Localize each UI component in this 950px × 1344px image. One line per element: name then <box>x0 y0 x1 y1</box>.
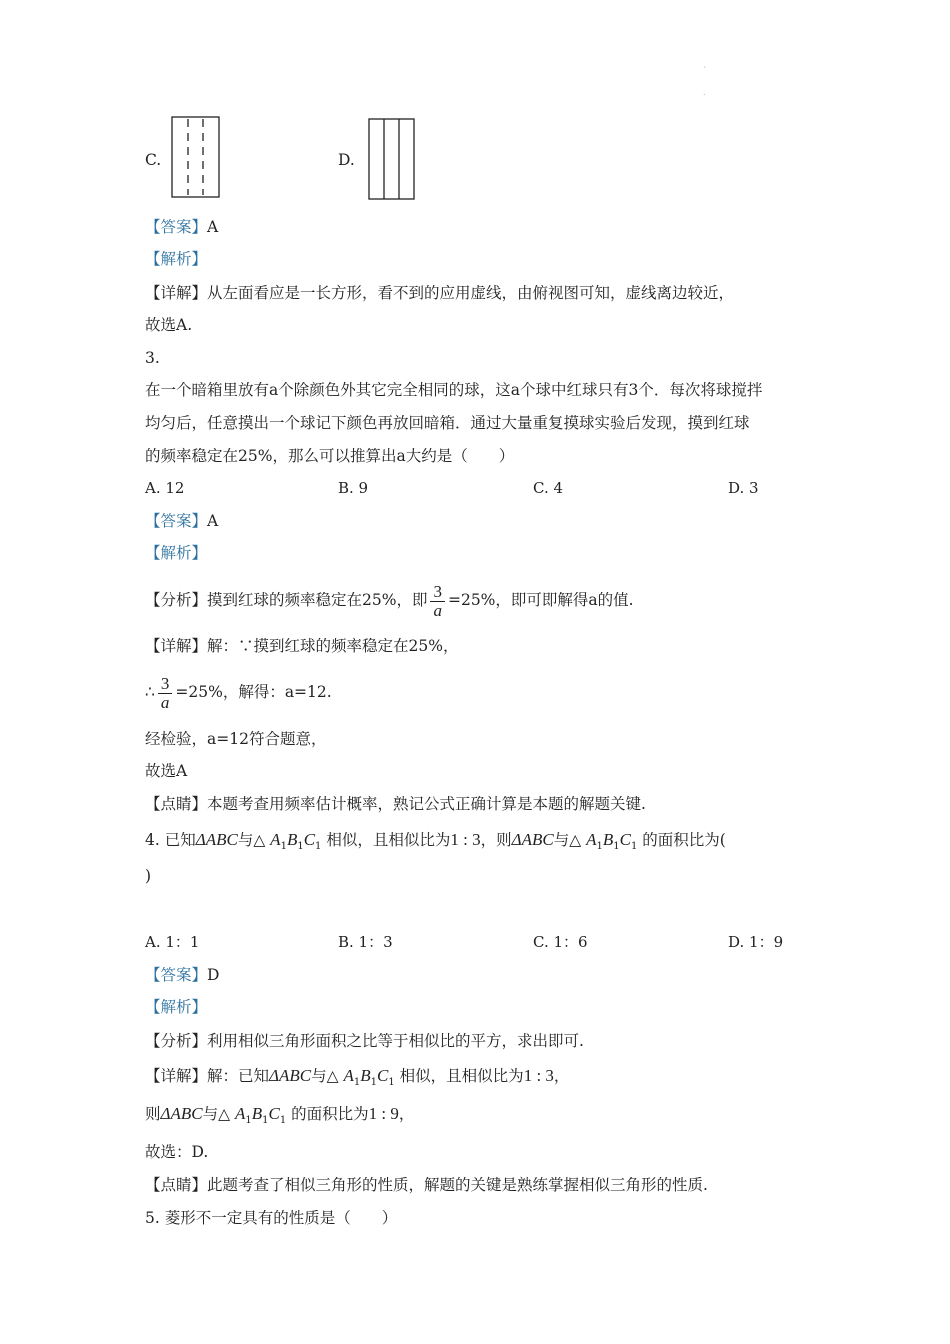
q3-step-fraction: $\frac{3}{a}$ <box>158 675 173 712</box>
q2-answer: 【答案】A <box>145 218 219 236</box>
d-rect <box>369 119 414 199</box>
q3-answer: 【答案】A <box>145 512 219 530</box>
q3-option-c: C. 4 <box>533 479 564 497</box>
q2-option-c-label: C. <box>145 151 162 169</box>
q5-stem: 5. 菱形不一定具有的性质是（ ） <box>145 1209 398 1227</box>
q4-option-a: A. 1：1 <box>145 933 200 951</box>
corner-mark-2: . <box>703 88 706 97</box>
q4-area-ratio: 则ΔABC与△ $A_1B_1C_1$ 的面积比为1 : 9， <box>145 1104 415 1127</box>
q3-option-b: B. 9 <box>338 479 369 497</box>
q4-option-b: B. 1：3 <box>338 933 393 951</box>
q3-step: ∴ $\frac{3}{a}$ =25%，解得：a=12. <box>145 673 332 712</box>
q4-option-c: C. 1：6 <box>533 933 588 951</box>
q4-option-d: D. 1：9 <box>728 933 784 951</box>
q4-fenxi: 【分析】利用相似三角形面积之比等于相似比的平方，求出即可. <box>145 1032 584 1050</box>
q3-number: 3. <box>145 349 160 367</box>
q3-choose: 故选A <box>145 762 188 780</box>
q3-analysis-tag: 【解析】 <box>145 544 208 562</box>
q2-analysis-tag: 【解析】 <box>145 250 208 268</box>
q2-option-d-label: D. <box>338 151 355 169</box>
q3-option-d: D. 3 <box>728 479 759 497</box>
q3-fenxi: 【分析】摸到红球的频率稳定在25%，即 $\frac{3}{a}$ =25%，即可即解得a的值. <box>145 581 634 620</box>
q4-close-paren: ) <box>145 867 152 885</box>
q4-stem: 4. 已知ΔABC与△ $A_1B_1C_1$ 相似，且相似比为1 : 3，则ΔABC与△ $A_1B_1C_1$ 的面积比为( <box>145 830 726 853</box>
q2-option-c-figure <box>170 115 222 199</box>
q3-comment: 【点睛】本题考查用频率估计概率，熟记公式正确计算是本题的解题关键. <box>145 795 646 813</box>
q4-answer: 【答案】D <box>145 966 220 984</box>
q3-check: 经检验，a=12符合题意， <box>145 730 327 748</box>
q4-choose: 故选：D. <box>145 1143 209 1161</box>
q2-option-d-figure <box>367 117 417 201</box>
q4-comment: 【点睛】此题考查了相似三角形的性质，解题的关键是熟练掌握相似三角形的性质. <box>145 1176 708 1194</box>
q3-option-a: A. 12 <box>145 479 185 497</box>
corner-mark: ` <box>703 66 707 75</box>
q2-choose: 故选A. <box>145 316 193 334</box>
q4-analysis-tag: 【解析】 <box>145 998 208 1016</box>
q2-detail: 【详解】从左面看应是一长方形，看不到的应用虚线，由俯视图可知，虚线离边较近， <box>145 284 735 302</box>
q4-detail: 【详解】解：已知ΔABC与△ $A_1B_1C_1$ 相似，且相似比为1 : 3， <box>145 1066 570 1089</box>
q3-fraction: $\frac{3}{a}$ <box>430 583 445 620</box>
q3-stem-3: 的频率稳定在25%，那么可以推算出a大约是（ ） <box>145 447 515 465</box>
c-rect <box>172 117 219 197</box>
q3-detail: 【详解】解：∵摸到红球的频率稳定在25%， <box>145 637 459 655</box>
q3-stem-2: 均匀后，任意摸出一个球记下颜色再放回暗箱．通过大量重复摸球实验后发现，摸到红球 <box>145 414 750 432</box>
q3-stem-1: 在一个暗箱里放有a个除颜色外其它完全相同的球，这a个球中红球只有3个．每次将球搅拌 <box>145 381 763 399</box>
